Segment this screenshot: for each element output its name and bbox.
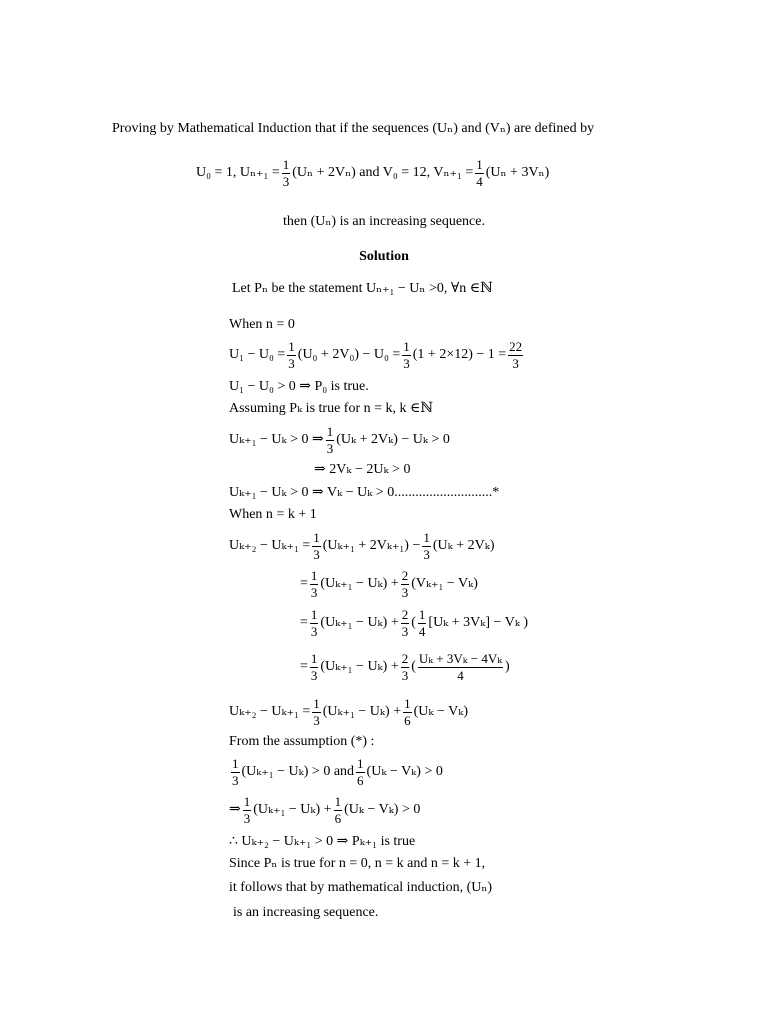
solution-heading: Solution	[359, 249, 409, 264]
fraction-one-sixth: $\frac{1}{6}$	[334, 794, 342, 826]
equation-base-difference: U₁ − U₀ = $\frac{1}{3}$ (U₀ + 2V₀) − U₀ = $\frac{1}{3}$ (1 + 2×12) − 1 = $\frac{22}{3}$	[229, 339, 523, 371]
assumption-line: Assuming Pₖ is true for n = k, k ∈ℕ	[229, 401, 434, 416]
fraction-twenty-two-thirds: $\frac{22}{3}$	[509, 339, 523, 371]
fraction-one-sixth: $\frac{1}{6}$	[404, 696, 411, 728]
fraction-one-third: $\frac{1}{3}$	[243, 794, 251, 826]
equation-k2-result: Uₖ₊₂ − Uₖ₊₁ = $\frac{1}{3}$ (Uₖ₊₁ − Uₖ) + $\frac{1}{6}$ (Uₖ − Vₖ)	[229, 696, 468, 728]
fraction-one-third: $\frac{1}{3}$	[326, 424, 334, 456]
problem-line-2	[196, 158, 549, 188]
equation-k2-difference: Uₖ₊₂ − Uₖ₊₁ = $\frac{1}{3}$ (Uₖ₊₁ + 2Vₖ₊₁) − $\frac{1}{3}$ (Uₖ + 2Vₖ)	[229, 530, 495, 562]
problem-line-3: then (Uₙ) is an increasing sequence.	[283, 214, 485, 229]
from-assumption-line: From the assumption (*) :	[229, 734, 375, 749]
fraction-one-sixth: $\frac{1}{6}$	[357, 756, 364, 788]
statement-line: Let Pₙ be the statement Uₙ₊₁ − Uₙ >0, ∀n ∈ℕ	[232, 281, 493, 296]
fraction-one-third: $\frac{1}{3}$	[313, 530, 320, 562]
fraction-one-third: $\frac{1}{3}$	[310, 568, 318, 600]
inductive-case-heading: When n = k + 1	[229, 507, 317, 522]
equation-assumption: Uₖ₊₁ − Uₖ > 0 ⇒ $\frac{1}{3}$ (Uₖ + 2Vₖ) − Uₖ > 0	[229, 424, 450, 456]
fraction-one-quarter: $\frac{1}{4}$	[418, 607, 426, 639]
fraction-one-third: $\frac{1}{3}$	[310, 607, 318, 639]
fraction-two-thirds: $\frac{2}{3}$	[401, 651, 409, 683]
equation-star: Uₖ₊₁ − Uₖ > 0 ⇒ Vₖ − Uₖ > 0............................*	[229, 485, 500, 500]
since-line: Since Pₙ is true for n = 0, n = k and n = k + 1,	[229, 856, 486, 871]
fraction-one-quarter: $\frac{1}{4}$	[476, 157, 483, 189]
base-case-heading: When n = 0	[229, 317, 295, 332]
v-definition: (Uₙ + 2Vₙ) and V₀ = 12, Vₙ₊₁ =	[292, 165, 474, 181]
fraction-one-third: $\frac{1}{3}$	[403, 339, 410, 371]
equation-sum-positive: ⇒ $\frac{1}{3}$ (Uₖ₊₁ − Uₖ) + $\frac{1}{6}$ (Uₖ − Vₖ) > 0	[229, 794, 421, 826]
fraction-one-third: $\frac{1}{3}$	[310, 651, 318, 683]
fraction-one-third: $\frac{1}{3}$	[282, 157, 290, 189]
follows-line: it follows that by mathematical induction, (Uₙ)	[229, 880, 493, 895]
equation-step-3: = $\frac{1}{3}$ (Uₖ₊₁ − Uₖ) + $\frac{2}{3}$ ( $\frac{1}{4}$ [Uₖ + 3Vₖ] − Vₖ )	[300, 607, 529, 639]
equation-step-2: = $\frac{1}{3}$ (Uₖ₊₁ − Uₖ) + $\frac{2}{3}$ (Vₖ₊₁ − Vₖ)	[300, 568, 478, 600]
fraction-combined: $\frac{\text{Uₖ + 3Vₖ − 4Vₖ}}{4}$	[418, 651, 502, 683]
equation-positivity: $\frac{1}{3}$ (Uₖ₊₁ − Uₖ) > 0 and $\frac{1}{6}$ (Uₖ − Vₖ) > 0	[232, 756, 443, 788]
fraction-one-third: $\frac{1}{3}$	[232, 756, 239, 788]
u-definition: U₀ = 1, Uₙ₊₁ =	[196, 165, 280, 181]
equation-step-4: = $\frac{1}{3}$ (Uₖ₊₁ − Uₖ) + $\frac{2}{3}$ ( $\frac{\text{Uₖ + 3Vₖ − 4Vₖ}}{4}$ )	[300, 651, 510, 683]
conclusion-line: is an increasing sequence.	[233, 905, 379, 920]
equation-assumption-simplified: ⇒ 2Vₖ − 2Uₖ > 0	[314, 462, 411, 477]
fraction-one-third: $\frac{1}{3}$	[313, 696, 320, 728]
fraction-two-thirds: $\frac{2}{3}$	[401, 607, 409, 639]
equation-conclusion: ∴ Uₖ₊₂ − Uₖ₊₁ > 0 ⇒ Pₖ₊₁ is true	[229, 834, 416, 849]
equation-base-true: U₁ − U₀ > 0 ⇒ P₀ is true.	[229, 379, 369, 394]
fraction-one-third: $\frac{1}{3}$	[288, 339, 295, 371]
fraction-two-thirds: $\frac{2}{3}$	[401, 568, 409, 600]
problem-line-1: Proving by Mathematical Induction that if the sequences (Uₙ) and (Vₙ) are defined by	[112, 121, 595, 136]
fraction-one-third: $\frac{1}{3}$	[423, 530, 430, 562]
v-definition-tail: (Uₙ + 3Vₙ)	[485, 165, 550, 181]
